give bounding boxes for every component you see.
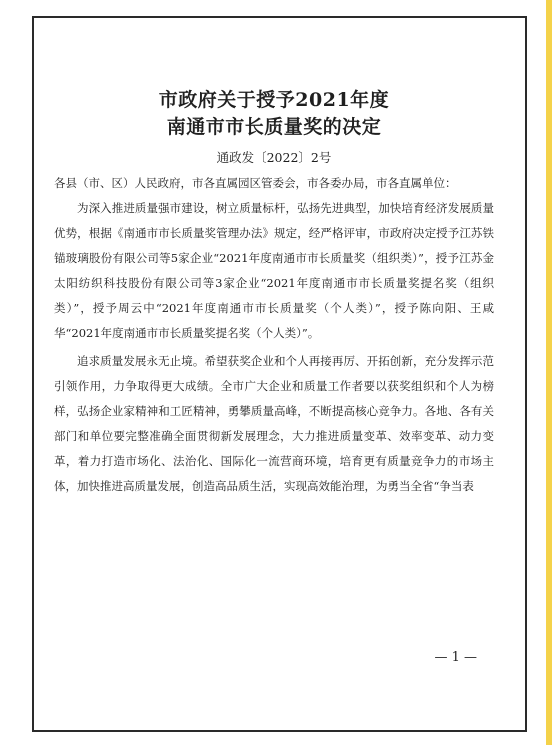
document-number: 通政发〔2022〕2号 bbox=[216, 150, 332, 165]
body-paragraph-1: 为深入推进质量强市建设，树立质量标杆，弘扬先进典型，加快培育经济发展质量优势，根据《南通市市长质量奖管理办法》规定，经严格评审，市政府决定授予江苏铁锚玻璃股份有限公司等5家企业“2021年度南通市市长质量奖（组织类）”，授予江苏金太阳纺织科技股份有限公司等3家企业“2021年度南通市市长质量奖提名奖（组织类）”，授予周云中“2021年度南通市市长质量奖（个人类）”，授予陈向阳、王咸华“2021年度南通市市长质量奖提名奖（个人类）”。 bbox=[54, 201, 494, 340]
page-number: — 1 — bbox=[434, 650, 477, 665]
body-paragraph-2: 追求质量发展永无止境。希望获奖企业和个人再接再厉、开拓创新，充分发挥示范引领作用，力争取得更大成绩。全市广大企业和质量工作者要以获奖组织和个人为榜样，弘扬企业家精神和工匠精神，勇攀质量高峰，不断提高核心竞争力。各地、各有关部门和单位要完整准确全面贯彻新发展理念，大力推进质量变革、效率变革、动力变革，着力打造市场化、法治化、国际化一流营商环境，培育更有质量竞争力的市场主体，加快推进高质量发展，创造高品质生活，实现高效能治理，为勇当全省“争当表 bbox=[54, 354, 494, 493]
right-edge-accent bbox=[546, 0, 552, 745]
document-content bbox=[54, 88, 494, 499]
addressees: 各县（市、区）人民政府，市各直属园区管委会，市各委办局，市各直属单位： bbox=[54, 176, 457, 190]
document-title-line1: 市政府关于授予2021年度 bbox=[158, 89, 390, 111]
document-title-line2: 南通市市长质量奖的决定 bbox=[166, 116, 382, 138]
